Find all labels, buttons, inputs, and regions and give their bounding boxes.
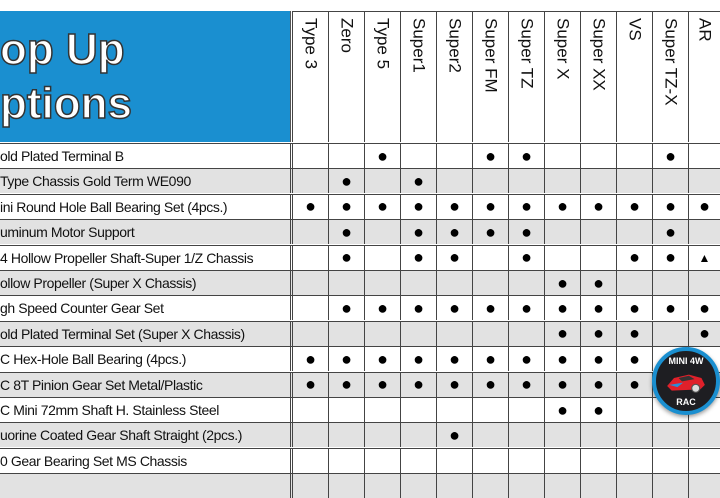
- empty-cell: [436, 474, 472, 498]
- compatible-dot-icon: ●: [508, 246, 544, 270]
- empty-cell: [544, 474, 580, 498]
- table-row: [0, 219, 720, 244]
- empty-cell: [616, 423, 652, 447]
- empty-cell: [616, 271, 652, 295]
- compatible-dot-icon: ●: [328, 169, 364, 193]
- empty-cell: [436, 169, 472, 193]
- compatible-dot-icon: ●: [544, 296, 580, 320]
- empty-cell: [508, 474, 544, 498]
- empty-cell: [508, 271, 544, 295]
- compatible-dot-icon: ●: [544, 195, 580, 219]
- row-label: [0, 474, 291, 498]
- compatible-dot-icon: ●: [508, 296, 544, 320]
- empty-cell: [364, 220, 400, 244]
- table-row: [0, 346, 720, 371]
- empty-cell: [364, 271, 400, 295]
- empty-cell: [292, 246, 328, 270]
- empty-cell: [616, 220, 652, 244]
- compatible-dot-icon: ●: [580, 195, 616, 219]
- compatible-dot-icon: ●: [436, 246, 472, 270]
- compatible-dot-icon: ●: [436, 220, 472, 244]
- column-header: [364, 11, 400, 142]
- compatible-dot-icon: ●: [400, 246, 436, 270]
- compatible-dot-icon: ●: [292, 195, 328, 219]
- empty-cell: [580, 220, 616, 244]
- compatible-dot-icon: ●: [328, 296, 364, 320]
- table-row: [0, 321, 720, 346]
- compatible-dot-icon: ●: [472, 220, 508, 244]
- compatible-dot-icon: ●: [472, 373, 508, 397]
- empty-cell: [544, 423, 580, 447]
- empty-cell: [508, 423, 544, 447]
- empty-cell: [580, 449, 616, 473]
- compatible-dot-icon: ●: [364, 195, 400, 219]
- compatible-dot-icon: ●: [616, 246, 652, 270]
- empty-cell: [616, 398, 652, 422]
- compatible-dot-icon: ●: [688, 195, 720, 219]
- empty-cell: [544, 246, 580, 270]
- row-label: uminum Motor Support: [0, 220, 291, 244]
- compatible-dot-icon: ●: [616, 322, 652, 346]
- compatible-dot-icon: ●: [364, 144, 400, 168]
- compatible-dot-icon: ●: [616, 195, 652, 219]
- column-header: [508, 11, 544, 142]
- empty-cell: [508, 322, 544, 346]
- compatible-dot-icon: ●: [472, 144, 508, 168]
- empty-cell: [652, 423, 688, 447]
- column-header-label: Zero: [337, 18, 357, 53]
- compatible-dot-icon: ●: [688, 296, 720, 320]
- compatible-dot-icon: ●: [652, 246, 688, 270]
- row-label: old Plated Terminal Set (Super X Chassis): [0, 322, 291, 346]
- column-header-label: Type 3: [301, 18, 321, 70]
- column-header: [436, 11, 472, 142]
- column-header-label: Super TZ: [517, 18, 537, 89]
- empty-cell: [364, 398, 400, 422]
- row-label: 4 Hollow Propeller Shaft-Super 1/Z Chassis: [0, 246, 291, 270]
- table-row: [0, 448, 720, 473]
- empty-cell: [364, 449, 400, 473]
- column-header-label: Super FM: [481, 18, 501, 93]
- title-line-1: op Up: [0, 25, 125, 74]
- row-label: C Mini 72mm Shaft H. Stainless Steel: [0, 398, 291, 422]
- compatible-dot-icon: ●: [544, 347, 580, 371]
- compatible-dot-icon: ●: [508, 195, 544, 219]
- compatible-dot-icon: ●: [508, 373, 544, 397]
- empty-cell: [364, 322, 400, 346]
- column-header-label: Type 5: [373, 18, 393, 70]
- empty-cell: [652, 271, 688, 295]
- column-header-label: Super1: [409, 18, 429, 73]
- empty-cell: [436, 322, 472, 346]
- empty-cell: [616, 449, 652, 473]
- empty-cell: [436, 271, 472, 295]
- column-header-label: Super2: [445, 18, 465, 73]
- compatible-dot-icon: ●: [652, 220, 688, 244]
- compatible-dot-icon: ●: [400, 195, 436, 219]
- race-car-icon: [666, 369, 706, 395]
- compatible-dot-icon: ●: [544, 373, 580, 397]
- empty-cell: [292, 474, 328, 498]
- column-header: [544, 11, 580, 142]
- compatible-dot-icon: ●: [652, 144, 688, 168]
- compatible-dot-icon: ●: [544, 322, 580, 346]
- empty-cell: [364, 169, 400, 193]
- logo-text-bottom: RAC: [676, 397, 696, 407]
- empty-cell: [472, 423, 508, 447]
- empty-cell: [652, 474, 688, 498]
- empty-cell: [400, 322, 436, 346]
- empty-cell: [652, 169, 688, 193]
- empty-cell: [328, 144, 364, 168]
- empty-cell: [688, 220, 720, 244]
- compatible-dot-icon: ●: [436, 347, 472, 371]
- empty-cell: [580, 169, 616, 193]
- compatible-dot-icon: ●: [580, 322, 616, 346]
- compatible-dot-icon: ●: [292, 347, 328, 371]
- compatible-dot-icon: ●: [508, 347, 544, 371]
- column-header: [400, 11, 436, 142]
- table-row: [0, 473, 720, 498]
- empty-cell: [544, 169, 580, 193]
- empty-cell: [508, 398, 544, 422]
- empty-cell: [472, 398, 508, 422]
- compatible-dot-icon: ●: [580, 373, 616, 397]
- empty-cell: [328, 474, 364, 498]
- compatible-dot-icon: ●: [436, 423, 472, 447]
- compatible-dot-icon: ●: [580, 347, 616, 371]
- table-row: [0, 397, 720, 422]
- empty-cell: [400, 474, 436, 498]
- empty-cell: [580, 423, 616, 447]
- column-header: [652, 11, 688, 142]
- compatible-dot-icon: ●: [472, 195, 508, 219]
- row-label: uorine Coated Gear Shaft Straight (2pcs.): [0, 423, 291, 447]
- empty-cell: [400, 423, 436, 447]
- table-row: [0, 422, 720, 447]
- compatible-dot-icon: ●: [436, 296, 472, 320]
- empty-cell: [616, 144, 652, 168]
- empty-cell: [688, 423, 720, 447]
- compatible-dot-icon: ●: [436, 195, 472, 219]
- table-row: [0, 245, 720, 270]
- compatible-dot-icon: ●: [616, 347, 652, 371]
- empty-cell: [472, 246, 508, 270]
- column-header: [292, 11, 328, 142]
- empty-cell: [544, 220, 580, 244]
- row-label: old Plated Terminal B: [0, 144, 291, 168]
- empty-cell: [436, 449, 472, 473]
- column-header-label: AR: [695, 18, 715, 42]
- empty-cell: [292, 220, 328, 244]
- column-header-label: Super X: [553, 18, 573, 80]
- empty-cell: [436, 398, 472, 422]
- table-row: [0, 168, 720, 193]
- compatible-dot-icon: ●: [472, 296, 508, 320]
- column-header-label: VS: [625, 18, 645, 41]
- logo-text-top: MINI 4W: [668, 356, 704, 366]
- column-header: [328, 11, 364, 142]
- compatible-dot-icon: ●: [364, 373, 400, 397]
- empty-cell: [616, 474, 652, 498]
- empty-cell: [436, 144, 472, 168]
- empty-cell: [688, 474, 720, 498]
- compatible-dot-icon: ●: [400, 373, 436, 397]
- compatible-dot-icon: ●: [328, 195, 364, 219]
- column-header: [616, 11, 652, 142]
- title-banner: [0, 11, 291, 142]
- empty-cell: [292, 144, 328, 168]
- mini-4wd-racing-logo: [652, 347, 720, 415]
- empty-cell: [292, 169, 328, 193]
- compatible-dot-icon: ●: [400, 347, 436, 371]
- empty-cell: [472, 322, 508, 346]
- empty-cell: [472, 449, 508, 473]
- row-label: C 8T Pinion Gear Set Metal/Plastic: [0, 373, 291, 397]
- empty-cell: [688, 271, 720, 295]
- table-row: [0, 295, 720, 320]
- column-header: [580, 11, 616, 142]
- empty-cell: [328, 423, 364, 447]
- empty-cell: [472, 169, 508, 193]
- empty-cell: [616, 169, 652, 193]
- empty-cell: [688, 449, 720, 473]
- column-header: [688, 11, 720, 142]
- row-label: C Hex-Hole Ball Bearing (4pcs.): [0, 347, 291, 371]
- compatible-dot-icon: ●: [508, 220, 544, 244]
- row-label: gh Speed Counter Gear Set: [0, 296, 291, 320]
- row-label: 0 Gear Bearing Set MS Chassis: [0, 449, 291, 473]
- compatible-dot-icon: ●: [472, 347, 508, 371]
- table-row: [0, 270, 720, 295]
- table-row: [0, 372, 720, 397]
- empty-cell: [652, 449, 688, 473]
- empty-cell: [400, 271, 436, 295]
- column-header-label: Super TZ-X: [661, 18, 681, 106]
- empty-cell: [580, 144, 616, 168]
- empty-cell: [688, 144, 720, 168]
- empty-cell: [472, 271, 508, 295]
- empty-cell: [292, 449, 328, 473]
- empty-cell: [580, 474, 616, 498]
- compatible-dot-icon: ●: [580, 296, 616, 320]
- empty-cell: [328, 271, 364, 295]
- compatible-dot-icon: ●: [580, 271, 616, 295]
- compatible-dot-icon: ●: [616, 373, 652, 397]
- compatible-dot-icon: ●: [616, 296, 652, 320]
- compatible-dot-icon: ●: [400, 169, 436, 193]
- empty-cell: [328, 322, 364, 346]
- compatible-dot-icon: ●: [400, 220, 436, 244]
- empty-cell: [364, 423, 400, 447]
- empty-cell: [652, 322, 688, 346]
- empty-cell: [292, 423, 328, 447]
- compatible-dot-icon: ●: [544, 271, 580, 295]
- empty-cell: [544, 144, 580, 168]
- empty-cell: [400, 398, 436, 422]
- compatible-dot-icon: ●: [328, 246, 364, 270]
- table-row: [0, 143, 720, 168]
- empty-cell: [688, 169, 720, 193]
- compatible-dot-icon: ●: [328, 220, 364, 244]
- empty-cell: [328, 449, 364, 473]
- compatible-dot-icon: ●: [292, 373, 328, 397]
- empty-cell: [292, 296, 328, 320]
- row-label: ini Round Hole Ball Bearing Set (4pcs.): [0, 195, 291, 219]
- empty-cell: [508, 449, 544, 473]
- empty-cell: [544, 449, 580, 473]
- empty-cell: [292, 271, 328, 295]
- empty-cell: [364, 246, 400, 270]
- compatible-dot-icon: ●: [508, 144, 544, 168]
- compatible-dot-icon: ●: [652, 195, 688, 219]
- empty-cell: [292, 398, 328, 422]
- row-label: ollow Propeller (Super X Chassis): [0, 271, 291, 295]
- empty-cell: [508, 169, 544, 193]
- compatible-dot-icon: ●: [544, 398, 580, 422]
- empty-cell: [364, 474, 400, 498]
- partial-triangle-icon: ▲: [688, 246, 720, 270]
- row-label: Type Chassis Gold Term WE090: [0, 169, 291, 193]
- compatible-dot-icon: ●: [436, 373, 472, 397]
- compatible-dot-icon: ●: [400, 296, 436, 320]
- empty-cell: [580, 246, 616, 270]
- compatible-dot-icon: ●: [652, 296, 688, 320]
- empty-cell: [292, 322, 328, 346]
- column-header: [472, 11, 508, 142]
- empty-cell: [328, 398, 364, 422]
- column-header-label: Super XX: [589, 18, 609, 91]
- empty-cell: [472, 474, 508, 498]
- compatible-dot-icon: ●: [364, 347, 400, 371]
- table-row: [0, 194, 720, 219]
- compatible-dot-icon: ●: [364, 296, 400, 320]
- title-line-2: ptions: [0, 79, 132, 128]
- compatible-dot-icon: ●: [328, 373, 364, 397]
- compatible-dot-icon: ●: [688, 322, 720, 346]
- empty-cell: [400, 449, 436, 473]
- compatible-dot-icon: ●: [580, 398, 616, 422]
- empty-cell: [400, 144, 436, 168]
- compatible-dot-icon: ●: [328, 347, 364, 371]
